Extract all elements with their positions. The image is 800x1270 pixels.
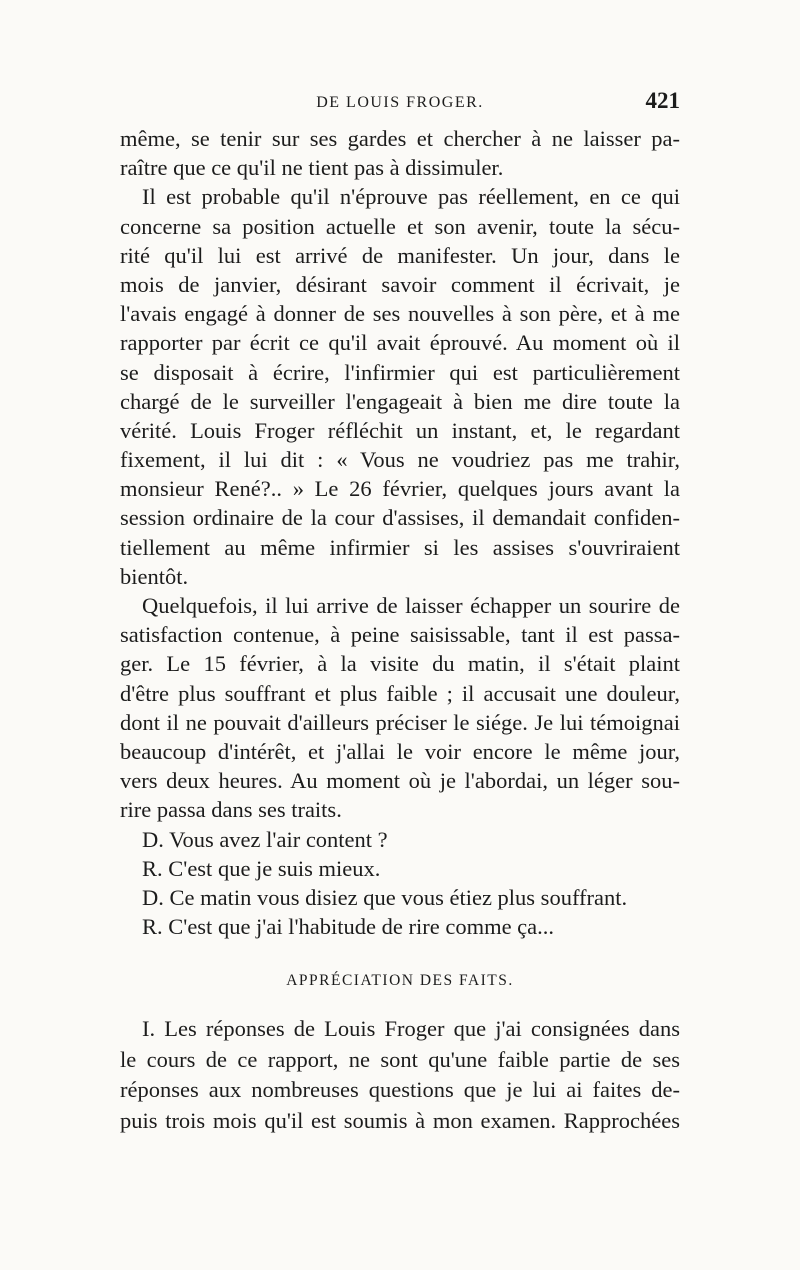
running-head	[120, 88, 680, 118]
text-line: rité qu'il lui est arrivé de manifester. Un jour, dans le	[120, 242, 680, 268]
text-line: vers deux heures. Au moment où je l'abordai, un léger sou-	[120, 768, 680, 794]
dialogue-line: D. Ce matin vous disiez que vous étiez plus souffrant.	[142, 884, 628, 910]
text-line: chargé de le surveiller l'engageait à bien me dire toute la	[120, 388, 680, 414]
text-line: réponses aux nombreuses questions que je lui ai faites de-	[120, 1077, 680, 1102]
text-line: Quelquefois, il lui arrive de laisser échapper un sourire de	[142, 593, 680, 618]
text-line: dont il ne pouvait d'ailleurs préciser le siége. Je lui témoignai	[120, 709, 680, 735]
text-line: raître que ce qu'il ne tient pas à dissimuler.	[120, 155, 504, 181]
text-line: même, se tenir sur ses gardes et chercher à ne laisser pa-	[120, 126, 680, 151]
text-line: l'avais engagé à donner de ses nouvelles à son père, et à me	[120, 301, 680, 327]
dialogue-line: R. C'est que j'ai l'habitude de rire comme ça...	[142, 914, 555, 940]
dialogue-line: D. Vous avez l'air content ?	[142, 826, 388, 852]
text-line: rire passa dans ses traits.	[120, 797, 342, 823]
text-line: d'être plus souffrant et plus faible ; il accusait une douleur,	[120, 680, 680, 706]
text-line: se disposait à écrire, l'infirmier qui est particulièrement	[120, 359, 680, 385]
text-line: rapporter par écrit ce qu'il avait éprouvé. Au moment où il	[120, 330, 680, 356]
text-line: fixement, il lui dit : « Vous ne voudriez pas me trahir,	[120, 447, 680, 473]
page-number: 421	[645, 88, 680, 113]
body-text	[120, 124, 680, 941]
text-line: bientôt.	[120, 563, 189, 589]
text-line: le cours de ce rapport, ne sont qu'une faible partie de ses	[120, 1046, 680, 1072]
text-line: puis trois mois qu'il est soumis à mon examen. Rapprochées	[120, 1107, 680, 1133]
text-line: concerne sa position actuelle et son avenir, toute la sécu-	[120, 213, 680, 239]
running-title: DE LOUIS FROGER.	[316, 94, 484, 111]
text-line: beaucoup d'intérêt, et j'allai le voir encore le même jour,	[120, 738, 680, 764]
text-line: satisfaction contenue, à peine saisissable, tant il est passa-	[120, 622, 680, 648]
dialogue-line: R. C'est que je suis mieux.	[142, 855, 381, 881]
text-line: I. Les réponses de Louis Froger que j'ai consignées dans	[142, 1016, 680, 1041]
text-line: monsieur René?.. » Le 26 février, quelques jours avant la	[120, 476, 680, 502]
text-line: mois de janvier, désirant savoir comment il écrivait, je	[120, 271, 680, 297]
section-heading: APPRÉCIATION DES FAITS.	[286, 972, 514, 989]
text-line: session ordinaire de la cour d'assises, il demandait confiden-	[120, 505, 680, 531]
text-line: vérité. Louis Froger réfléchit un instant, et, le regardant	[120, 417, 680, 443]
text-line: ger. Le 15 février, à la visite du matin, il s'était plaint	[120, 651, 680, 677]
text-line: tiellement au même infirmier si les assises s'ouvriraient	[120, 534, 680, 560]
text-line: Il est probable qu'il n'éprouve pas réellement, en ce qui	[142, 184, 680, 210]
body-text-continued	[120, 1014, 680, 1136]
